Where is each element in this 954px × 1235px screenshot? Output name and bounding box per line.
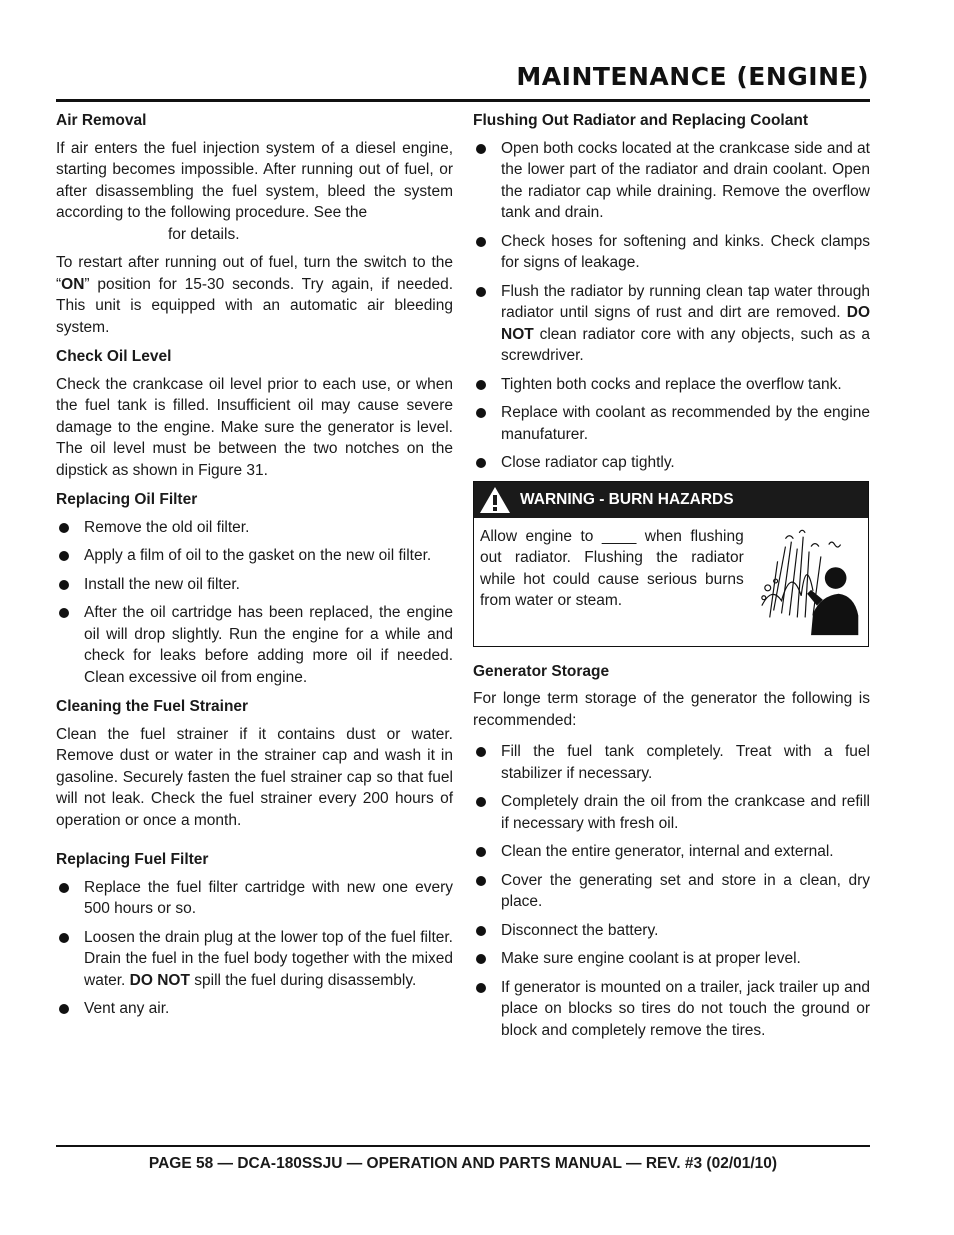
storage-heading: Generator Storage xyxy=(473,662,610,680)
list-item: Open both cocks located at the crankcase side and at the lower part of the radiator and drain coolant. Open the radiator cap while draining. Remove the overflow tank and drain. xyxy=(473,138,870,224)
bullet-icon xyxy=(476,747,486,757)
bullet-icon xyxy=(59,1004,69,1014)
bullet-icon xyxy=(476,797,486,807)
bullet-icon xyxy=(476,983,486,993)
list-item: Disconnect the battery. xyxy=(473,920,870,942)
list-item: Fill the fuel tank completely. Treat with a fuel stabilizer if necessary. xyxy=(473,741,870,784)
list-item: Apply a film of oil to the gasket on the new oil filter. xyxy=(56,545,453,567)
air-removal-heading: Air Removal xyxy=(56,112,147,129)
list-item: If generator is mounted on a trailer, jack trailer up and place on blocks so tires do not touch the ground or block and completely remove the tires. xyxy=(473,977,870,1042)
oil-filter-heading: Replacing Oil Filter xyxy=(56,491,198,508)
bullet-icon xyxy=(476,144,486,154)
burn-hazard-icon xyxy=(752,526,860,636)
bullet-icon xyxy=(476,954,486,964)
bullet-icon xyxy=(59,608,69,618)
list-item: Flush the radiator by running clean tap water through radiator until signs of rust and dirt are removed. DO NOT clean radiator core with any objects, such as a screwdriver. xyxy=(473,281,870,367)
fuel-strainer-heading: Cleaning the Fuel Strainer xyxy=(56,698,249,715)
bullet-icon xyxy=(59,551,69,561)
page-footer: PAGE 58 — DCA-180SSJU — OPERATION AND PARTS MANUAL — REV. #3 (02/01/10) xyxy=(148,1155,778,1172)
bullet-icon xyxy=(476,408,486,418)
air-removal-para2: To restart after running out of fuel, turn the switch to the “ON” position for 15-30 seconds. Try again, if needed. This unit is equipped with an automatic air bleeding system. xyxy=(56,254,453,336)
bullet-icon xyxy=(59,580,69,590)
bullet-icon xyxy=(59,523,69,533)
list-item: After the oil cartridge has been replaced, the engine oil will drop slightly. Run the engine for a while and check for leaks before adding more oil if needed. Clean excessive oil from engine. xyxy=(56,602,453,688)
bullet-icon xyxy=(59,933,69,943)
page-title: MAINTENANCE (ENGINE) xyxy=(516,62,869,91)
fuel-strainer-para: Clean the fuel strainer if it contains dust or water. Remove dust or water in the strainer cap and wash it in gasoline. Securely fasten the fuel strainer cap so that fuel will not leak. Check the fuel strainer every 200 hours of operation or once a month. xyxy=(56,725,453,829)
oil-filter-list xyxy=(56,517,453,689)
bullet-icon xyxy=(476,876,486,886)
warning-body xyxy=(474,518,868,646)
bullet-icon xyxy=(476,380,486,390)
list-item: Replace with coolant as recommended by the engine manufaturer. xyxy=(473,402,870,445)
bullet-icon xyxy=(476,237,486,247)
list-item: Make sure engine coolant is at proper level. xyxy=(473,948,870,970)
list-item: Tighten both cocks and replace the overflow tank. xyxy=(473,374,870,396)
list-item: Replace the fuel filter cartridge with new one every 500 hours or so. xyxy=(56,877,453,920)
bullet-icon xyxy=(476,287,486,297)
list-item: Remove the old oil filter. xyxy=(56,517,453,539)
warning-triangle-icon xyxy=(478,485,512,515)
title-rule xyxy=(56,99,870,102)
check-oil-para: Check the crankcase oil level prior to each use, or when the fuel tank is filled. Insufficient oil may cause severe damage to the engine. Make sure the generator is level. The oil level must be between the two notches on the dipstick as shown in Figure 31. xyxy=(56,375,453,479)
fuel-filter-list xyxy=(56,877,453,1020)
bullet-icon xyxy=(476,847,486,857)
flushing-list xyxy=(473,138,870,474)
list-item: Cover the generating set and store in a clean, dry place. xyxy=(473,870,870,913)
right-column xyxy=(473,110,870,1048)
air-removal-para1: If air enters the fuel injection system of a diesel engine, starting becomes impossible. After running out of fuel, or after disassembling the fuel system, bleed the system according to the following procedure. See the xyxy=(56,139,453,221)
check-oil-heading: Check Oil Level xyxy=(56,348,172,365)
storage-list xyxy=(473,741,870,1041)
list-item: Completely drain the oil from the crankcase and refill if necessary with fresh oil. xyxy=(473,791,870,834)
storage-para: For longe term storage of the generator the following is recommended: xyxy=(473,690,870,729)
warning-box xyxy=(473,481,869,647)
bullet-icon xyxy=(59,883,69,893)
bullet-icon xyxy=(476,926,486,936)
bullet-icon xyxy=(476,458,486,468)
warning-text: Allow engine to ____ when flushing out radiator. Flushing the radiator while hot could cause serious burns from water or steam. xyxy=(480,527,744,609)
list-item: Vent any air. xyxy=(56,998,453,1020)
warning-title: WARNING - BURN HAZARDS xyxy=(520,490,734,508)
air-removal-para1-tail: for details. xyxy=(168,225,240,243)
list-item: Install the new oil filter. xyxy=(56,574,453,596)
list-item: Close radiator cap tightly. xyxy=(473,452,870,474)
list-item: Loosen the drain plug at the lower top of the fuel filter. Drain the fuel in the fuel body together with the mixed water. DO NOT spill the fuel during disassembly. xyxy=(56,927,453,992)
left-column xyxy=(56,110,453,1027)
warning-header xyxy=(474,482,868,518)
flushing-heading: Flushing Out Radiator and Replacing Coolant xyxy=(473,112,808,129)
list-item: Clean the entire generator, internal and external. xyxy=(473,841,870,863)
list-item: Check hoses for softening and kinks. Check clamps for signs of leakage. xyxy=(473,231,870,274)
footer-rule xyxy=(56,1145,870,1147)
fuel-filter-heading: Replacing Fuel Filter xyxy=(56,851,209,868)
